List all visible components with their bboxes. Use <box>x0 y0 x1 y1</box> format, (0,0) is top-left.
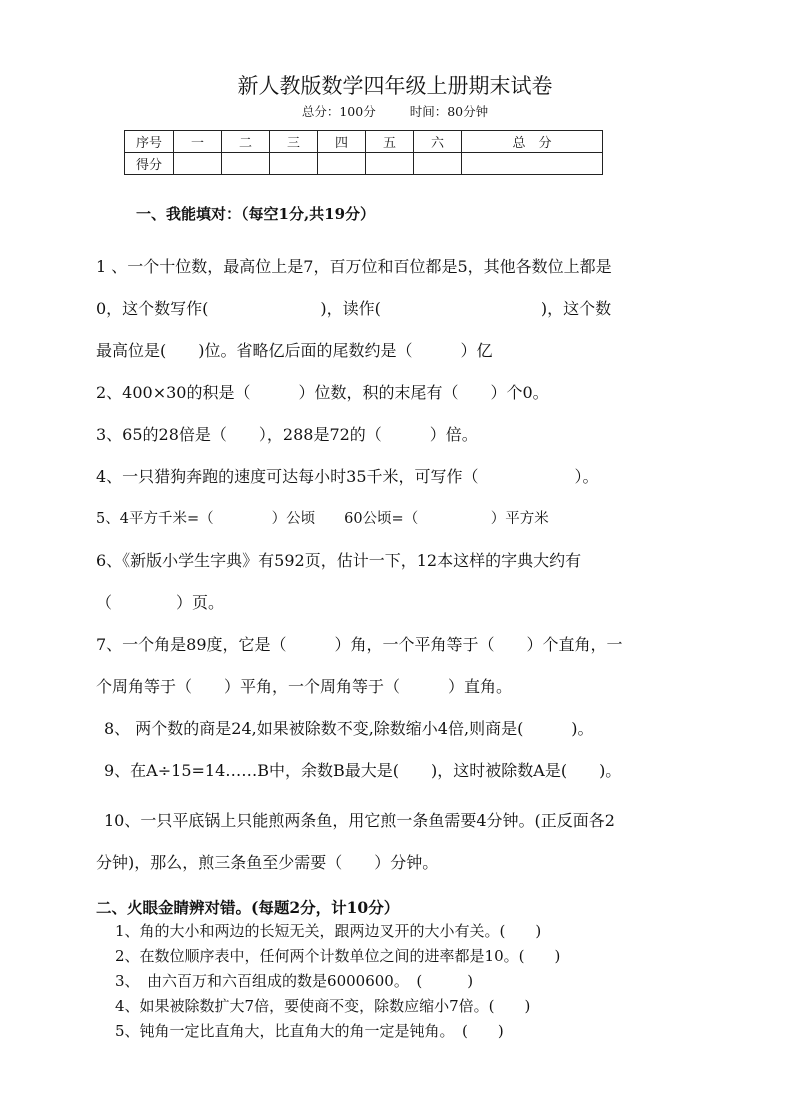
question-line: 10、一只平底锅上只能煎两条鱼，用它煎一条鱼需要4分钟。(正反面各2 <box>104 811 615 830</box>
page-title: 新人教版数学四年级上册期末试卷 <box>237 74 553 98</box>
score-cell <box>270 153 318 175</box>
score-cell <box>174 153 222 175</box>
score-cell <box>462 153 603 175</box>
true-false-item: 2、在数位顺序表中，任何两个计数单位之间的进率都是10。( ) <box>115 947 561 965</box>
question-line: 0，这个数写作( )，读作( )，这个数 <box>96 299 612 318</box>
true-false-item: 3、 由六百万和六百组成的数是6000600。 ( ) <box>115 972 474 990</box>
question-line: 分钟)，那么，煎三条鱼至少需要（ ）分钟。 <box>96 853 439 872</box>
score-cell <box>318 153 366 175</box>
question-line: 最高位是( )位。省略亿后面的尾数约是（ ）亿 <box>96 341 493 360</box>
section-1-heading: 一、我能填对：（每空1分,共19分） <box>136 205 376 223</box>
score-table-header-cell: 四 <box>318 131 366 153</box>
true-false-item: 1、角的大小和两边的长短无关，跟两边叉开的大小有关。( ) <box>115 922 542 940</box>
time-limit-info: 时间：80分钟 <box>409 104 489 119</box>
total-score-info: 总分：100分 <box>301 104 376 119</box>
question-line: 3、65的28倍是（ ），288是72的（ ）倍。 <box>96 425 478 444</box>
score-table-header-cell: 一 <box>174 131 222 153</box>
question-line: 1 、一个十位数，最高位上是7，百万位和百位都是5，其他各数位上都是 <box>96 257 612 276</box>
true-false-item: 5、钝角一定比直角大，比直角大的角一定是钝角。 ( ) <box>115 1022 504 1040</box>
true-false-item: 4、如果被除数扩大7倍，要使商不变，除数应缩小7倍。( ) <box>115 997 531 1015</box>
score-table-header-cell: 二 <box>222 131 270 153</box>
score-table-header-cell: 六 <box>414 131 462 153</box>
score-table <box>124 130 603 175</box>
question-line: 5、4平方千米=（ ）公顷 60公顷=（ ）平方米 <box>96 511 549 527</box>
score-cell <box>414 153 462 175</box>
exam-info <box>0 102 790 120</box>
score-table-header-row <box>125 131 603 153</box>
question-line: 9、在A÷15=14……B中，余数B最大是( )，这时被除数A是( )。 <box>104 761 622 780</box>
question-line: 4、一只猎狗奔跑的速度可达每小时35千米，可写作（ ）。 <box>96 467 599 486</box>
section-2-heading: 二、火眼金睛辨对错。(每题2分，计10分） <box>96 898 400 917</box>
question-line: 2、400×30的积是（ ）位数，积的末尾有（ ）个0。 <box>96 383 549 402</box>
score-table-header-cell: 序号 <box>125 131 174 153</box>
score-table-header-cell: 总 分 <box>462 131 603 153</box>
score-table-header-cell: 三 <box>270 131 318 153</box>
question-line: 6、《新版小学生字典》有592页，估计一下，12本这样的字典大约有 <box>96 551 582 570</box>
score-table-score-row <box>125 153 603 175</box>
question-line: 7、一个角是89度，它是（ ）角，一个平角等于（ ）个直角，一 <box>96 635 623 654</box>
question-line: 8、 两个数的商是24,如果被除数不变,除数缩小4倍,则商是( )。 <box>104 719 594 738</box>
score-cell <box>366 153 414 175</box>
question-line: 个周角等于（ ）平角，一个周角等于（ ）直角。 <box>96 677 513 696</box>
score-table-header-cell: 五 <box>366 131 414 153</box>
score-cell <box>222 153 270 175</box>
question-line: （ ）页。 <box>96 593 225 612</box>
score-row-label: 得分 <box>125 153 174 175</box>
